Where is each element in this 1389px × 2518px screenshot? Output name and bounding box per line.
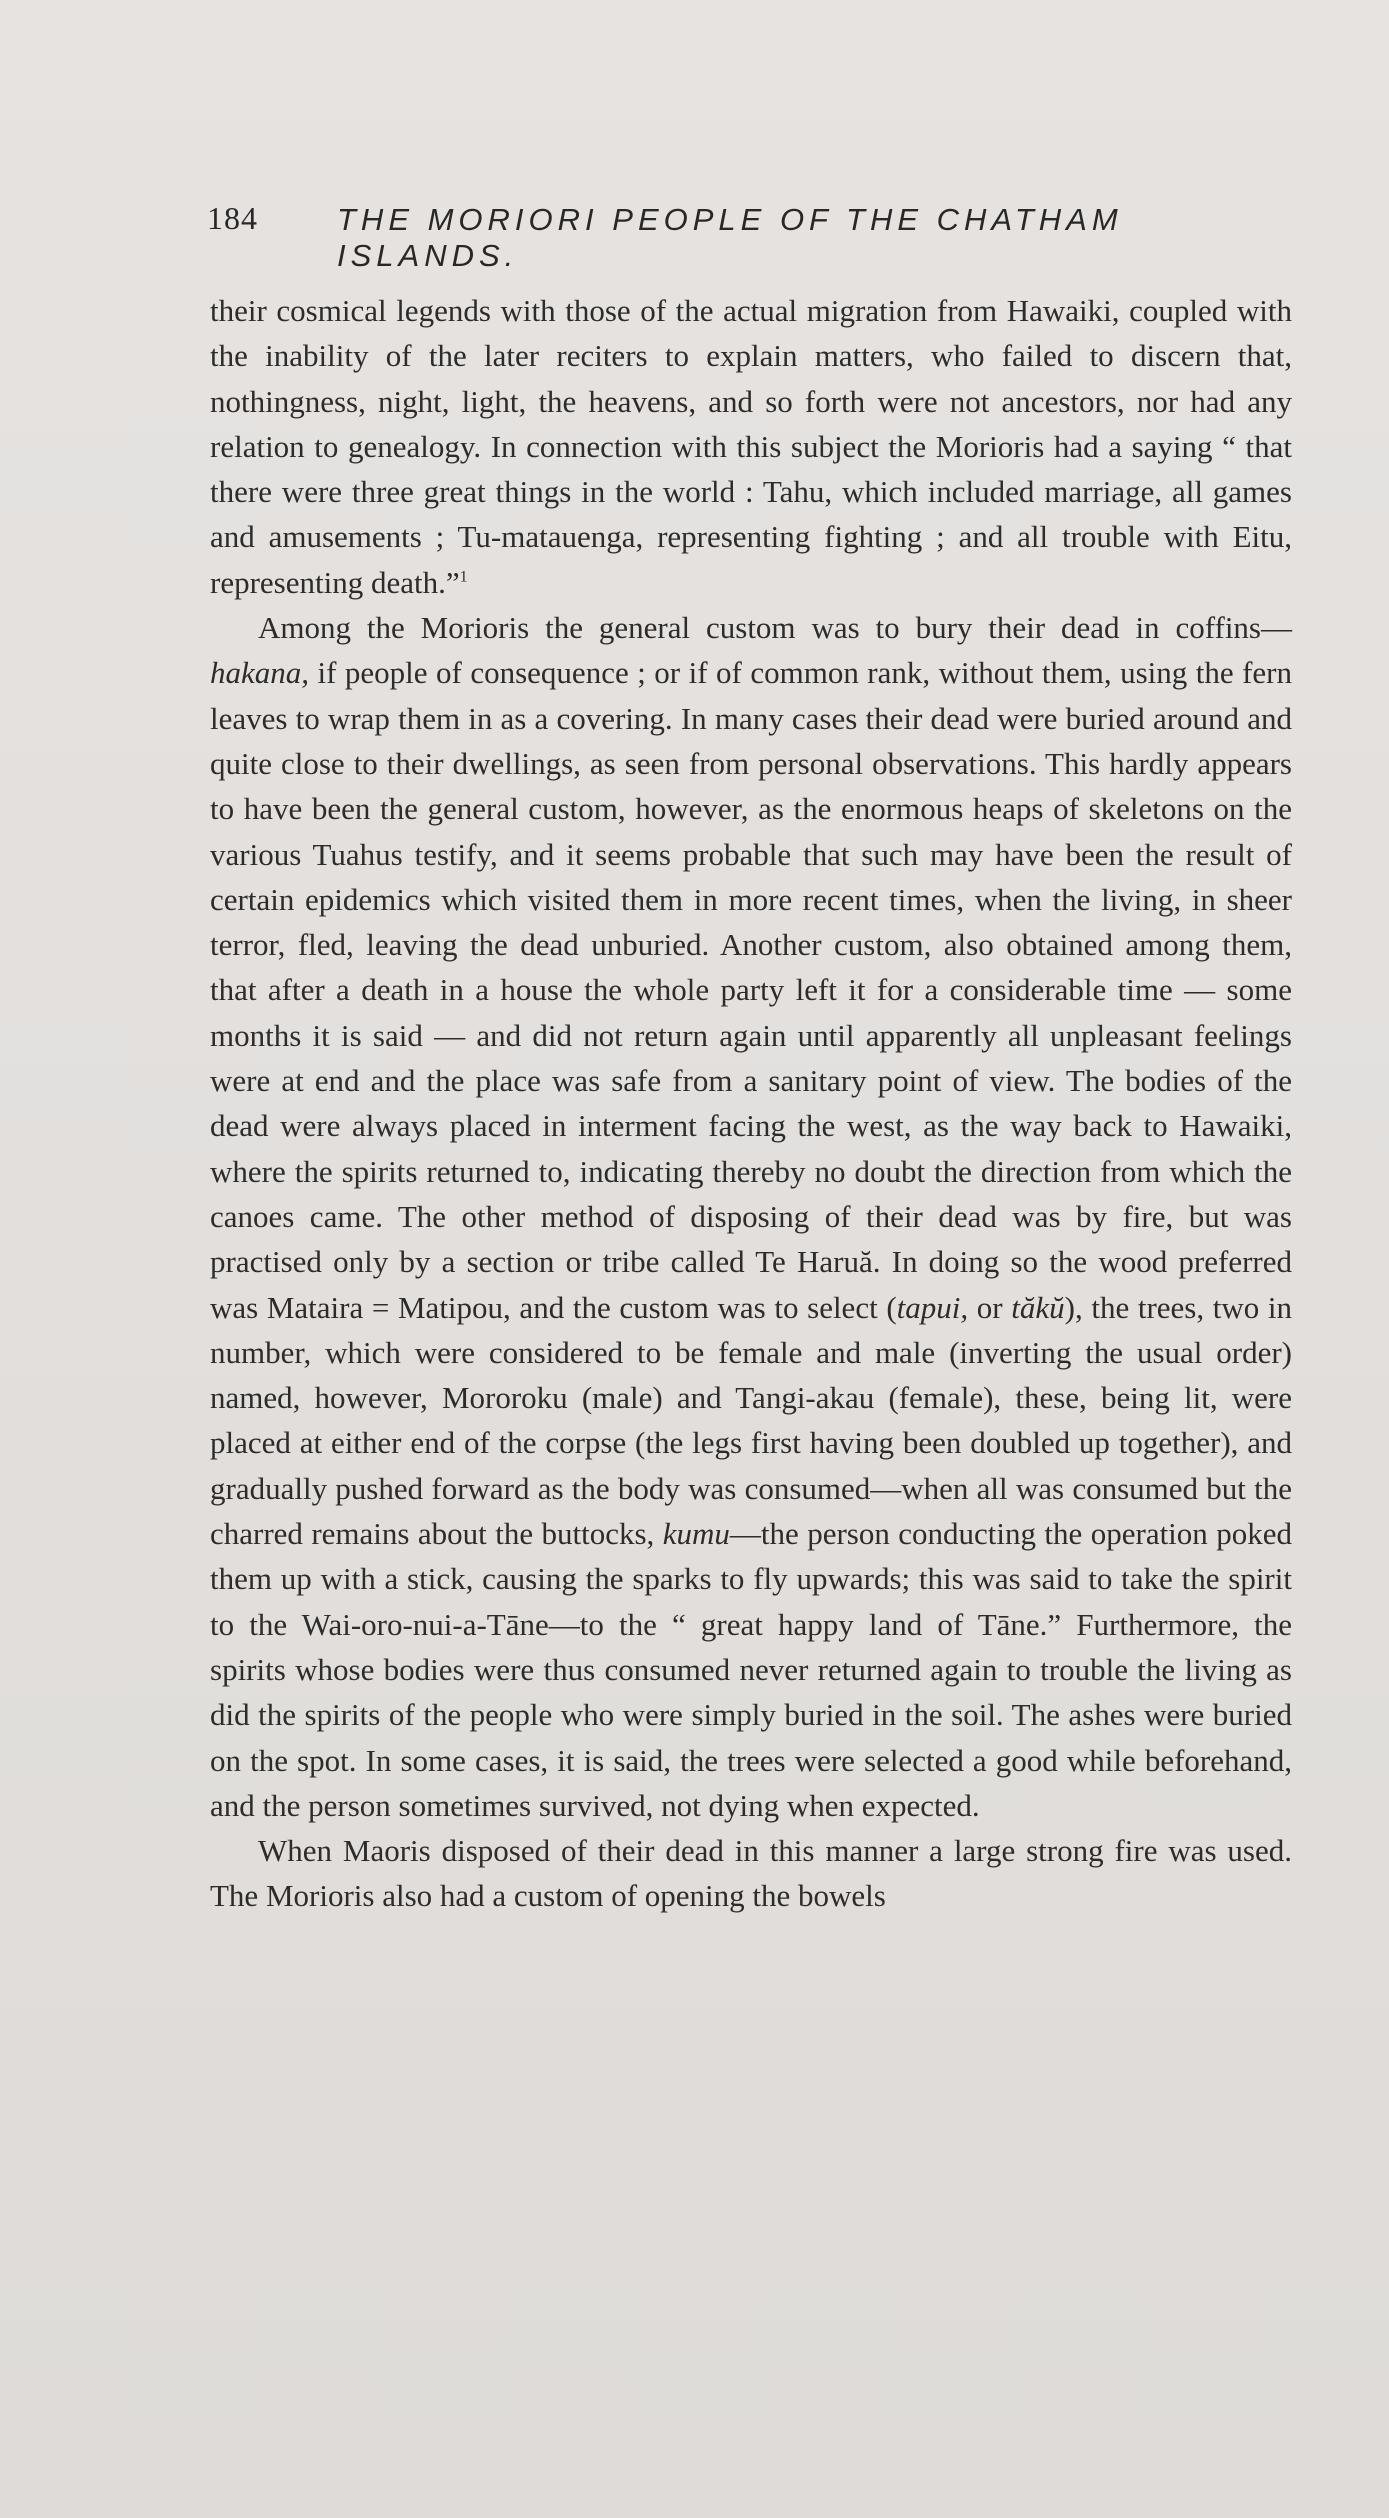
paragraph-3	[210, 1828, 1292, 1919]
paragraph-2	[210, 605, 1292, 1828]
paragraph-text: When Maoris disposed of their dead in this manner a large strong fire was used. The Morioris also had a custom of opening the bowels	[210, 1833, 1292, 1914]
paragraph-text: their cosmical legends with those of the actual migration from Hawaiki, coupled with the inability of the later reciters to explain matters, who failed to discern that, nothingness, night, light, the heavens, and so forth were not ancestors, nor had any relation to genealogy. In connection with this subject the Morioris had a saying “ that there were three great things in the world : Tahu, which included marriage, all games and amusements ; Tu-matauenga, representing fighting ; and all trouble with Eitu, representing death.”	[210, 293, 1292, 600]
paragraph-text: if people of consequence ; or if of common rank, without them, using the fern leaves to wrap them in as a covering. In many cases their dead were buried around and quite close to their dwellings, as seen from personal observations. This hardly appears to have been the general custom, however, as the enormous heaps of skeletons on the various Tuahus testify, and it seems probable that such may have been the result of certain epidemics which visited them in more recent times, when the living, in sheer terror, fled, leaving the dead unburied. Another custom, also obtained among them, that after a death in a house the whole party left it for a considerable time — some months it is said — and did not return again until apparently all unpleasant feelings were at end and the place was safe from a sanitary point of view. The bodies of the dead were always placed in interment facing the west, as the way back to Hawaiki, where the spirits returned to, indicating thereby no doubt the direction from which the canoes came. The other method of disposing of their dead was by fire, but was practised only by a section or tribe called Te Haruă. In doing so the wood preferred was Mataira = Matipou, and the custom was to select (	[210, 655, 1292, 1325]
italic-term-taku: tăkŭ	[1011, 1289, 1065, 1325]
running-head	[207, 200, 1287, 273]
footnote-mark: 1	[459, 568, 468, 586]
page-number: 184	[207, 200, 258, 236]
italic-term-hakana: hakana,	[210, 655, 310, 691]
paragraph-text: Among the Morioris the general custom was to bury their dead in coffins—	[258, 610, 1292, 646]
body-text	[210, 288, 1292, 1919]
italic-term-kumu: kumu	[662, 1516, 730, 1552]
running-title: THE MORIORI PEOPLE OF THE CHATHAM ISLANDS.	[337, 202, 1123, 273]
italic-term-tapui: tapui,	[896, 1289, 969, 1325]
paragraph-1	[210, 288, 1292, 605]
paragraph-text: —the person conducting the operation poked them up with a stick, causing the sparks to fly upwards; this was said to take the spirit to the Wai-oro-nui-a-Tāne—to the “ great happy land of Tāne.” Furthermore, the spirits whose bodies were thus consumed never returned again to trouble the living as did the spirits of the people who were simply buried in the soil. The ashes were buried on the spot. In some cases, it is said, the trees were selected a good while beforehand, and the person sometimes survived, not dying when expected.	[210, 1516, 1292, 1823]
paragraph-text: ), the trees, two in number, which were considered to be female and male (inverting the usual order) named, however, Mororoku (male) and Tangi-akau (female), these, being lit, were placed at either end of the corpse (the legs first having been doubled up together), and gradually pushed forward as the body was consumed—when all was consumed but the charred remains about the buttocks,	[210, 1289, 1293, 1552]
paragraph-text: or	[968, 1289, 1012, 1325]
